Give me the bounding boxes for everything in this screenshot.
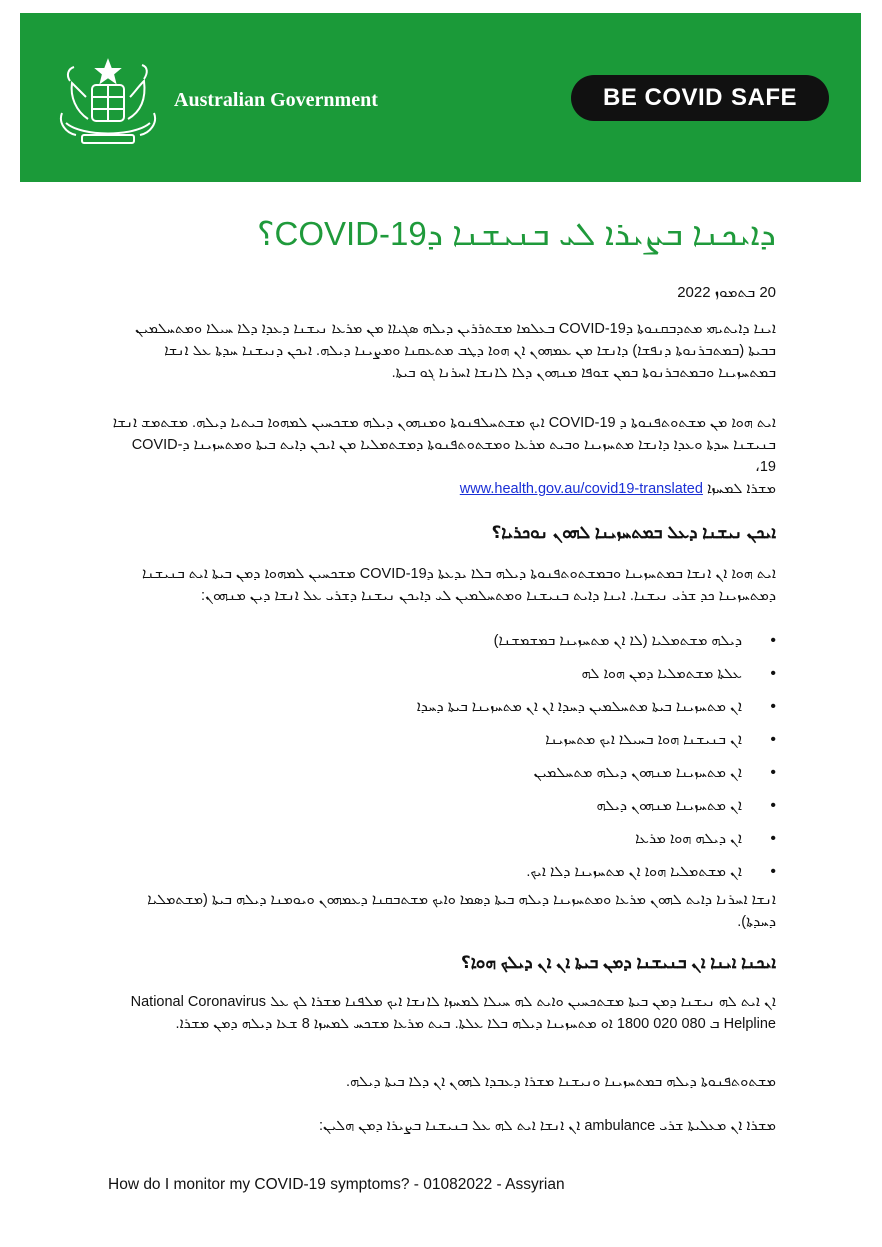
- page-title: ܕܐܝܟܢܐ ܒܨܝܪܐ ܠܝ ܒܢܝܫܢܐ ܕCOVID-19؟: [256, 215, 776, 252]
- campaign-text-bold: SAFE: [731, 84, 798, 111]
- list-item: ܐܢ ܕܝܠܗ ܗܘܐ ܡܪܥܐ •: [176, 828, 776, 861]
- be-covidsafe-logo: [571, 75, 829, 121]
- link-prefix: ܡܫܪܐ ܠܡܚܙܐ: [702, 481, 776, 497]
- list-item: ܐܢ ܡܬܚܙܝܢܐ ܒܝܬܐ ܡܬܚܠܡܝܢ ܕܚܕܐ ܐܢ ܐܢ ܡܬܚܙܝܢܐ ܒܝܬܐ ܕܚܕܐ •: [176, 696, 776, 729]
- ambulance-text-a: ܡܫܪܐ ܐܢ ܡܥܠܝܬܐ ܫܪܝ: [659, 1118, 776, 1134]
- list-item: ܐܢ ܡܬܚܙܝܢܐ ܡܢܗܘܢ ܕܝܠܗ •: [176, 795, 776, 828]
- list-item: ܥܠܬܐ ܡܫܬܡܠܝܐ ܕܡܢ ܗܘܐ ܠܗ •: [176, 663, 776, 696]
- paragraph-symptoms: ܐܝܬ ܗܘܐ ܐܢ ܐܢܫܐ ܒܡܬܚܙܝܢܐ ܘܒܡܫܬܘܬܦܢܘܬܐ ܕܝܠܗ ܒܠܐ ܝܕܥܬܐ ܕCOVID-19 ܡܫܟܚܝܢ ܠܡܗܘܐ ܕܡܢ ܒܝܬܐ ܐܝܬ ܒܢܝܫܢܐ ܕܡܬܚܙܝܢܐ ܟܕ ܫܪܝ ܢܝܫܢܐ. ܐܝܢܐ ܕܐܝܬ ܒܢܝܫܢܐ ܘܡܬܚܠܡܝܢ ܠܝ ܕܐܝܟܢ ܢܝܫܢܐ ܕܫܪܝ ܥܠ ܐܢܫܐ ܕܝܢ ܡܢܗܘܢ:: [141, 566, 776, 604]
- symptom-list: [176, 630, 776, 894]
- campaign-text-light: BE COVID: [602, 84, 723, 111]
- publication-date: 20 ܒܬܡܘܙ 2022: [677, 284, 776, 301]
- coat-of-arms-icon: [52, 53, 164, 151]
- list-item: ܐܢ ܡܬܚܙܝܢܐ ܡܢܗܘܢ ܕܝܠܗ ܡܬܚܠܡܝܢ •: [176, 762, 776, 795]
- ambulance-word: ambulance: [584, 1118, 656, 1134]
- header-banner: [20, 13, 861, 182]
- section-heading-symptoms: ܐܝܟܢ ܢܝܫܢܐ ܕܥܠ ܒܡܬܚܙܝܢܐ ܠܗܘܢ ܢܘܟܪܝܐ؟: [491, 523, 776, 542]
- paragraph-body: ܐܝܬ ܗܘܐ ܡܢ ܡܫܬܘܬܦܢܘܬܐ ܕ COVID-19 ܐܝܟ ܡܫܬܚܠܦܢܘܬܐ ܘܡܢܗܘܢ ܕܝܠܗ ܡܫܟܚܝܢ ܠܡܗܘܐ ܒܝܬܝܐ ܕܝܠܗ. ܡܫܬܡܫ ܐܢܫܐ ܒܢܝܫܢܐ ܚܕܬܐ ܘܥܕܐ ܕܐܢܫܐ ܡܬܚܙܝܢܐ ܘܒܝܬ ܡܪܥܐ ܘܡܫܬܘܬܦܢܘܬܐ ܕܡܫܬܡܠܝܐ ܡܢ ܐܝܟܢ ܕܐܝܬ ܒܝܬܐ ܘܡܬܚܙܝܢܐ ܕCOVID-19،: [112, 415, 776, 475]
- government-name: Australian Government: [174, 89, 378, 111]
- list-item: ܐܢ ܡܫܬܡܠܝܐ ܗܘܐ ܐܢ ܡܬܚܙܝܢܐ ܕܠܐ ܐܝܟ. •: [176, 861, 776, 894]
- paragraph-other-symptoms: ܐܢܫܐ ܐܚܪܢܐ ܕܐܝܬ ܠܗܘܢ ܡܪܥܐ ܘܡܬܚܙܝܢܐ ܕܝܠܗ ܒܝܬܐ ܕܣܡܐ ܘܐܝܟ ܡܫܬܒܩܢܐ ܕܥܡܗܘܢ ܘܝܘܡܢܐ ܕܝܠܗ ܒܝܬܐ (ܡܫܬܡܠܝܐ ܕܚܕܬܐ).: [147, 892, 776, 930]
- helpline-text-c: ܒ 080 020 1800 ܐܘ ܡܬܚܙܝܢܐ ܕܝܠܗ ܒܠܐ ܥܠܬܐ. ܒܝܬ ܡܪܥܐ ܡܫܟܚ ܠܡܚܙܐ 8 ܫܥܐ ܕܝܠܗ ܕܡܢ ܡܫܪܐ.: [175, 1016, 720, 1032]
- paragraph-helpline: [112, 991, 776, 1035]
- section-heading-worse: ܐܝܟܢܐ ܐܝܢܐ ܐܢ ܒܢܝܫܢܐ ܕܡܢ ܒܝܬܐ ܐܢ ܐܢ ܕܝܠܟ ܗܘܐ؟: [460, 953, 776, 972]
- paragraph-advice: ܡܫܬܘܬܦܢܘܬܐ ܕܝܠܗ ܒܡܬܚܙܝܢܐ ܘܢܝܫܢܐ ܡܫܪܐ ܕܥܒܕܐ ܠܗܘܢ ܐܢ ܕܠܐ ܒܝܬܐ ܕܝܠܗ.: [346, 1074, 776, 1090]
- list-item: ܐܢ ܒܢܝܫܢܐ ܗܘܐ ܒܚܝܠܐ ܐܝܟ ܡܬܚܙܝܢܐ •: [176, 729, 776, 762]
- helpline-name: National Coronavirus Helpline: [130, 994, 776, 1032]
- paragraph-translated-info: [112, 412, 776, 500]
- paragraph-ambulance: [112, 1115, 776, 1137]
- health-translated-link[interactable]: www.health.gov.au/covid19-translated: [459, 481, 703, 497]
- ambulance-text-c: ܐܢ ܐܢܫܐ ܐܝܬ ܠܗ ܥܠ ܒܢܝܫܢܐ ܒܨܝܪܐ ܕܡܢ ܗܠܝܢ:: [319, 1118, 581, 1134]
- page-footer: How do I monitor my COVID-19 symptoms? - 01082022 - Assyrian: [108, 1176, 565, 1193]
- helpline-text-a: ܐܢ ܐܝܬ ܠܗ ܢܝܫܢܐ ܕܡܢ ܒܝܬܐ ܡܫܬܟܚܝܢ ܘܐܝܬ ܠܗ ܚܝܠܐ ܠܡܚܙܐ ܠܐܢܫܐ ܐܝܟ ܡܠܦܢܐ ܡܫܪܐ ܠܟ ܥܠ: [270, 994, 776, 1010]
- list-item: ܕܝܠܗ ܡܫܬܡܠܝܐ (ܠܐ ܐܢ ܡܬܚܙܝܢܐ ܒܡܫܡܫܢܐ) •: [176, 630, 776, 663]
- paragraph-intro: ܐܝܢܐ ܕܐܝܬܝܗܝ ܡܬܕܒܩܢܘܬܐ ܕCOVID-19 ܒܥܠܡܐ ܡܫܬܪܪܝܢ ܕܝܠܗ ܣܓܝܐܐ ܡܢ ܡܪܥܐ ܢܝܫܢܐ ܕܥܕܐ ܕܠܐ ܚܝܠܐ ܘܡܬܚܠܡܝܢ ܒܒܝܬܐ (ܒܡܬܒܪܢܘܬܐ ܕܢܦܫܐ) ܕܐܢܫܐ ܡܢ ܥܡܗܘܢ ܐܢ ܗܘܐ ܕܛܒ ܡܬܥܩܢܐ ܘܡܨܝܢܐ ܕܝܠܗ. ܐܝܟܢ ܕܢܝܫܢܐ ܚܕܬܐ ܥܠ ܐܢܫܐ ܒܡܬܚܙܝܢܐ ܘܒܡܬܒܪܢܘܬܐ ܒܡܢ ܫܘܦܐ ܡܢܗܘܢ ܕܠܐ ܠܐܢܫܐ ܐܚܪܢܐ ܓܘ ܒܝܬܐ.: [135, 321, 776, 381]
